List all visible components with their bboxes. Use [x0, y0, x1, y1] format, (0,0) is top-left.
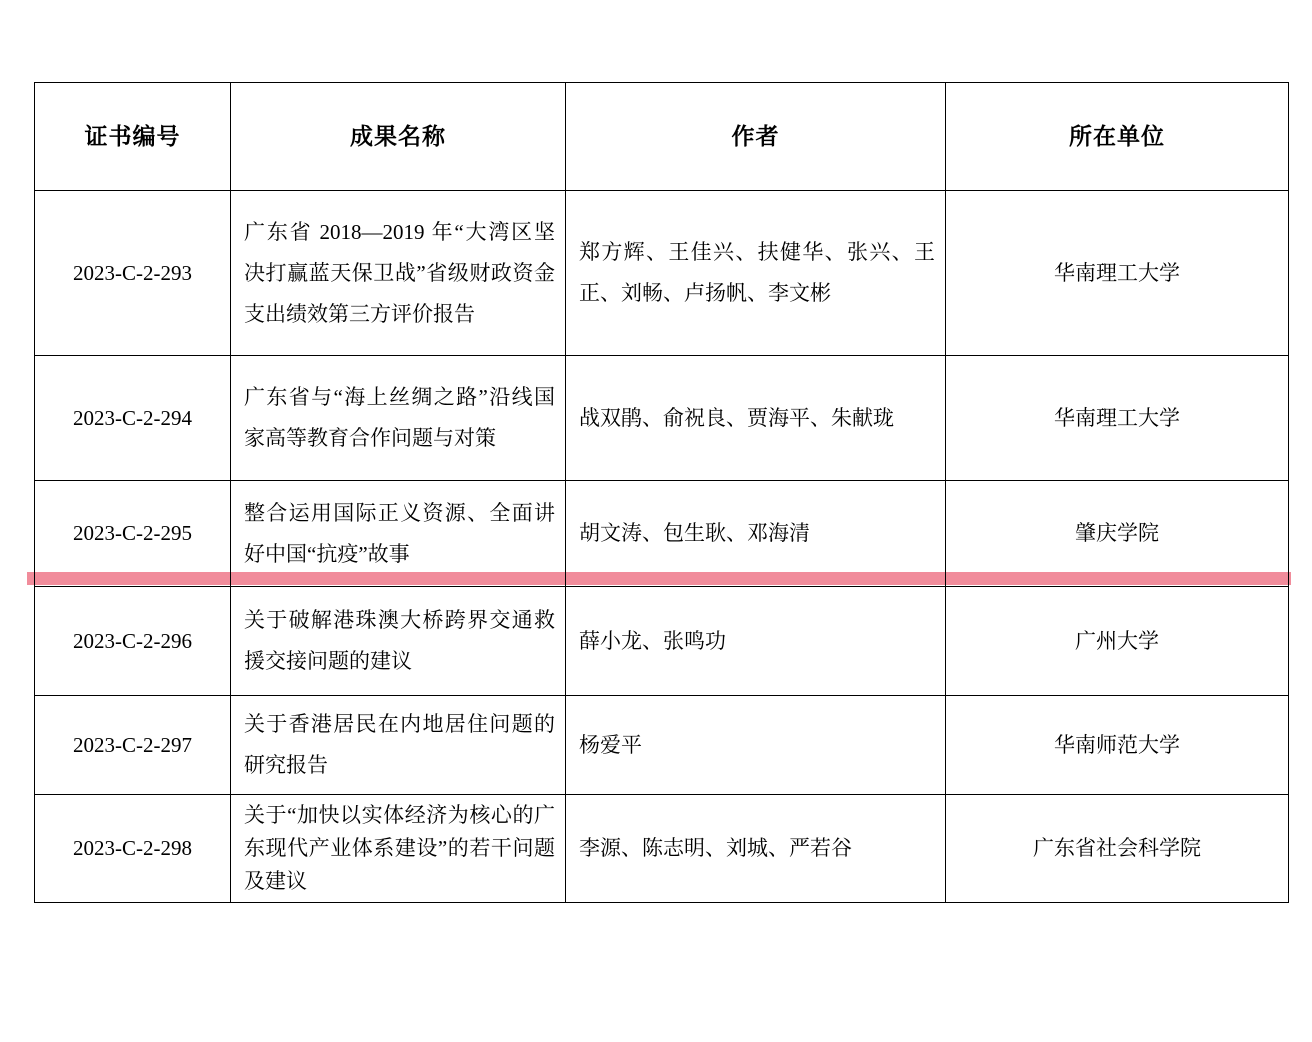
title-cell: 关于“加快以实体经济为核心的广东现代产业体系建设”的若干问题及建议 — [231, 795, 566, 903]
cert-no-cell: 2023-C-2-295 — [35, 481, 231, 587]
title-cell: 整合运用国际正义资源、全面讲好中国“抗疫”故事 — [231, 481, 566, 587]
authors-cell: 胡文涛、包生耿、邓海清 — [566, 481, 946, 587]
authors-cell: 李源、陈志明、刘城、严若谷 — [566, 795, 946, 903]
header-authors: 作者 — [566, 83, 946, 191]
organization-cell: 广州大学 — [946, 587, 1289, 696]
header-title: 成果名称 — [231, 83, 566, 191]
cert-no-cell: 2023-C-2-296 — [35, 587, 231, 696]
authors-cell: 郑方辉、王佳兴、扶健华、张兴、王正、刘畅、卢扬帆、李文彬 — [566, 191, 946, 356]
cert-no-cell: 2023-C-2-293 — [35, 191, 231, 356]
organization-cell: 华南理工大学 — [946, 356, 1289, 481]
title-cell: 广东省与“海上丝绸之路”沿线国家高等教育合作问题与对策 — [231, 356, 566, 481]
table-header-row — [35, 83, 1289, 191]
authors-cell: 薛小龙、张鸣功 — [566, 587, 946, 696]
table-row — [35, 356, 1289, 481]
cert-no-cell: 2023-C-2-294 — [35, 356, 231, 481]
title-cell: 关于香港居民在内地居住问题的研究报告 — [231, 696, 566, 795]
cert-no-cell: 2023-C-2-298 — [35, 795, 231, 903]
cert-no-cell: 2023-C-2-297 — [35, 696, 231, 795]
title-cell: 关于破解港珠澳大桥跨界交通救援交接问题的建议 — [231, 587, 566, 696]
table-row — [35, 696, 1289, 795]
title-cell: 广东省 2018—2019 年“大湾区坚决打赢蓝天保卫战”省级财政资金支出绩效第三方评价报告 — [231, 191, 566, 356]
organization-cell: 华南理工大学 — [946, 191, 1289, 356]
award-table — [34, 82, 1289, 903]
organization-cell: 广东省社会科学院 — [946, 795, 1289, 903]
header-cert-no: 证书编号 — [35, 83, 231, 191]
authors-cell: 杨爱平 — [566, 696, 946, 795]
table-row — [35, 795, 1289, 903]
table-row-highlighted — [35, 481, 1289, 587]
table-row — [35, 191, 1289, 356]
organization-cell: 肇庆学院 — [946, 481, 1289, 587]
authors-cell: 战双鹃、俞祝良、贾海平、朱献珑 — [566, 356, 946, 481]
organization-cell: 华南师范大学 — [946, 696, 1289, 795]
table-row — [35, 587, 1289, 696]
header-organization: 所在单位 — [946, 83, 1289, 191]
